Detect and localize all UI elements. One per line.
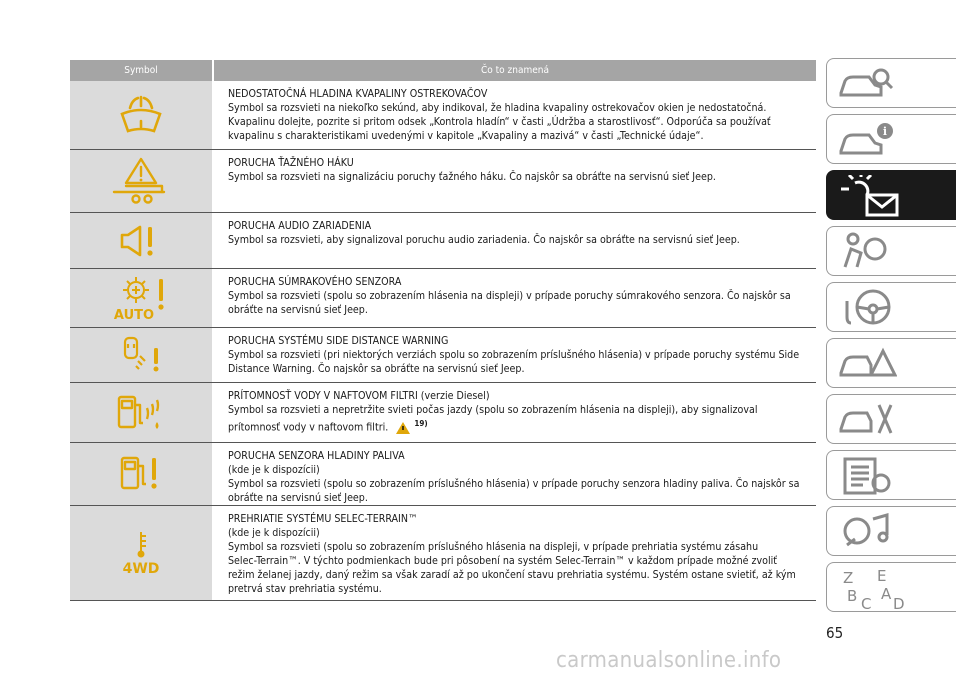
row-text: Symbol sa rozsvieti (spolu so zobrazením hlásenia na displeji) v prípade poruchy súmrakového senzora. Čo najskôr sa xyxy=(228,290,791,302)
row-text: (kde je k dispozícii) xyxy=(228,527,320,539)
row-text: pretrvá stav prehriatia systému. xyxy=(228,583,382,595)
row-title: PORUCHA SENZORA HLADINY PALIVA xyxy=(228,450,405,462)
row-text: Distance Warning. Čo najskôr sa obráťte na servisnú sieť Jeep. xyxy=(228,363,525,375)
row-text: prítomnosť vody v naftovom filtri. xyxy=(228,421,389,434)
row-text: (kde je k dispozícii) xyxy=(228,464,320,476)
multimedia-icon xyxy=(837,511,897,553)
tab-car-info[interactable] xyxy=(826,114,956,164)
index-letter: E xyxy=(877,567,887,585)
tab-multimedia[interactable] xyxy=(826,506,956,556)
auto-label: AUTO xyxy=(113,308,155,323)
row-text: Symbol sa rozsvieti a nepretržite svieti počas jazdy (spolu so zobrazením hlásenia na displeji), aby signalizoval xyxy=(228,404,758,416)
index-letter: D xyxy=(893,595,905,611)
table-row xyxy=(70,383,816,443)
row-title: PORUCHA AUDIO ZARIADENIA xyxy=(228,220,372,232)
table-row xyxy=(70,150,816,213)
technical-specs-icon xyxy=(837,455,897,497)
watermark: carmanualsonline.info xyxy=(556,648,782,673)
row-title: PREHRIATIE SYSTÉMU SELEC-TERRAIN™ xyxy=(228,513,418,525)
row-text: Symbol sa rozsvieti (pri niektorých verziách spolu so zobrazením príslušného hlásenia) v prípade poruchy systému Side xyxy=(228,349,800,361)
tab-index[interactable] xyxy=(826,562,956,612)
row-text: Symbol sa rozsvieti, aby signalizoval poruchu audio zariadenia. Čo najskôr sa obráťte na servisnú sieť Jeep. xyxy=(228,234,740,246)
header-symbol: Symbol xyxy=(124,65,158,76)
alphabetical-index-icon xyxy=(837,567,917,611)
index-letter: B xyxy=(847,587,858,605)
table-row xyxy=(70,443,816,506)
warning-triangle-icon xyxy=(395,421,411,435)
row-text: Symbol sa rozsvieti na niekoľko sekúnd, aby indikoval, že hladina kvapaliny ostrekovačov okien je nedostatočná. xyxy=(228,102,767,114)
steering-wheel-icon xyxy=(837,287,897,329)
row-title: NEDOSTATOČNÁ HLADINA KVAPALINY OSTREKOVAČOV xyxy=(228,88,488,100)
car-maintenance-tools-icon xyxy=(837,399,897,441)
car-search-icon xyxy=(837,63,897,105)
car-info-icon xyxy=(837,119,897,161)
row-text: kvapalinu s charakteristikami uvedenými v kapitole „Kvapaliny a mazivá“ v časti „Technické údaje“. xyxy=(228,130,704,142)
reference-note[interactable]: 19) xyxy=(414,419,428,428)
table-header xyxy=(70,60,816,81)
row-text: obráťte na servisnú sieť Jeep. xyxy=(228,304,368,316)
row-text: režim želanej jazdy, daný režim sa však zaradí až po ukončení stavu prehriatia systému. Systém ostane svietiť, až kým xyxy=(228,569,796,581)
fuel-sensor-warning-icon xyxy=(116,452,166,496)
tab-maintenance[interactable] xyxy=(826,394,956,444)
tab-safety[interactable] xyxy=(826,226,956,276)
car-accident-warning-icon xyxy=(837,343,897,385)
auto-light-sensor-warning-icon xyxy=(106,273,176,323)
symbol-table xyxy=(70,60,816,601)
row-text: obráťte na servisnú sieť Jeep. xyxy=(228,492,368,504)
4wd-warning-icon xyxy=(111,528,171,578)
row-title: PRÍTOMNOSŤ VODY V NAFTOVOM FILTRI (verzie Diesel) xyxy=(228,390,490,402)
warning-light-message-icon xyxy=(837,175,907,219)
table-row xyxy=(70,328,816,383)
row-text: Symbol sa rozsvieti na signalizáciu poruchy ťažného háku. Čo najskôr sa obráťte na servisnú sieť Jeep. xyxy=(228,171,716,183)
row-text: Symbol sa rozsvieti (spolu so zobrazením príslušného hlásenia na displeji, v prípade prehriatia systému zásahu xyxy=(228,541,759,553)
index-letter: C xyxy=(861,595,872,611)
trailer-hitch-warning-icon xyxy=(106,156,176,206)
row-title: PORUCHA ŤAŽNÉHO HÁKU xyxy=(228,157,354,169)
index-letter: Z xyxy=(843,569,854,587)
side-distance-warning-icon xyxy=(111,334,171,376)
tab-emergency[interactable] xyxy=(826,338,956,388)
row-title: PORUCHA SYSTÉMU SIDE DISTANCE WARNING xyxy=(228,335,449,347)
tab-warning-lights[interactable] xyxy=(826,170,956,220)
washer-fluid-icon xyxy=(116,94,166,136)
airbag-safety-icon xyxy=(837,231,897,273)
tab-technical-data[interactable] xyxy=(826,450,956,500)
index-letter: A xyxy=(881,585,892,603)
audio-speaker-warning-icon xyxy=(116,222,166,260)
tab-car-search[interactable] xyxy=(826,58,956,108)
tab-driving[interactable] xyxy=(826,282,956,332)
row-text: Kvapalinu dolejte, pozrite si pritom odsek „Kontrola hladín“ v časti „Údržba a starostlivosť“. Odporúča sa používať xyxy=(228,116,771,128)
row-title: PORUCHA SÚMRAKOVÉHO SENZORA xyxy=(228,276,402,288)
table-row xyxy=(70,269,816,328)
header-meaning: Čo to znamená xyxy=(481,65,549,76)
table-row xyxy=(70,81,816,150)
table-row xyxy=(70,506,816,601)
table-row xyxy=(70,213,816,269)
page-number: 65 xyxy=(826,624,844,642)
svg-text:i: i xyxy=(882,125,888,138)
row-text: Selec-Terrain™. V týchto podmienkach bude pri pôsobení na systém Selec-Terrain™ v každom prípade možné zvoliť xyxy=(228,555,778,567)
water-in-fuel-icon xyxy=(111,391,171,435)
row-text: Symbol sa rozsvieti (spolu so zobrazením príslušného hlásenia) v prípade poruchy senzora hladiny paliva. Čo najskôr sa xyxy=(228,478,800,490)
4wd-label: 4WD xyxy=(122,561,160,577)
